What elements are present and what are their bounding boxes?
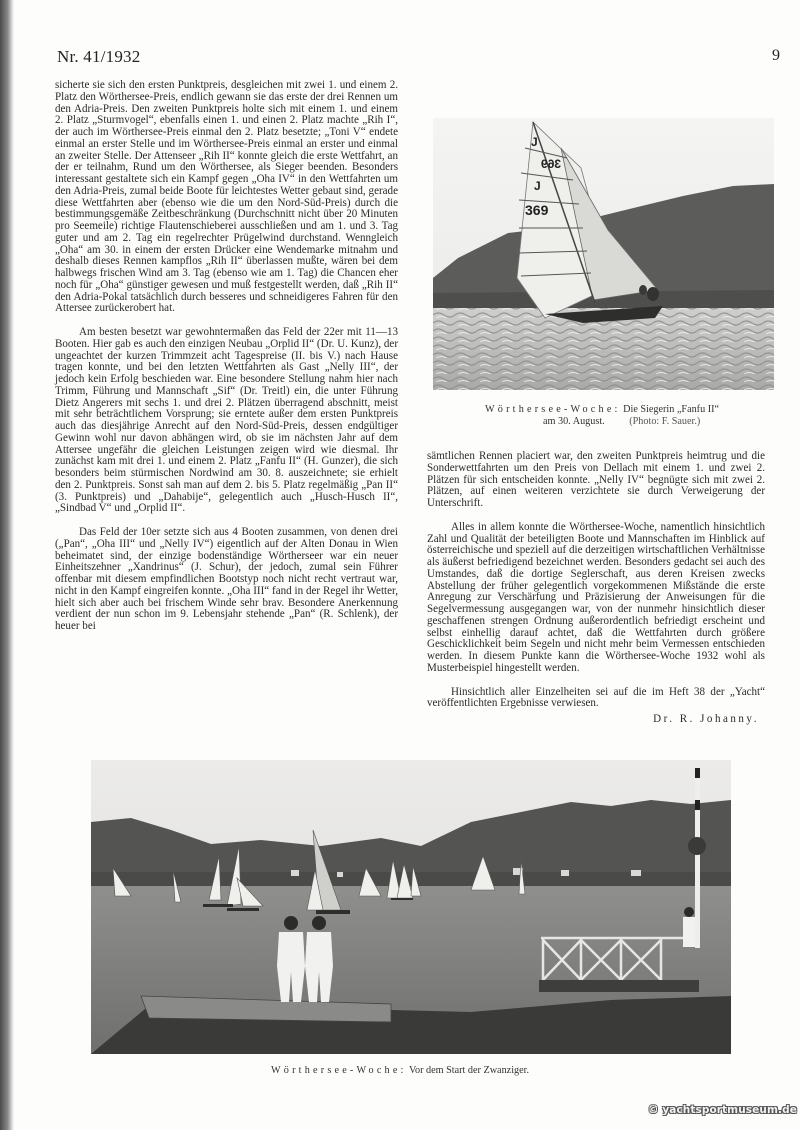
caption-text: Vor dem Start der Zwanziger. — [408, 1065, 530, 1076]
copyright-watermark: © yachtsportmuseum.de — [648, 1104, 797, 1116]
caption-text: Die Siegerin „Fanfu II“ — [623, 404, 720, 415]
caption-text: am 30. August. — [543, 416, 605, 427]
caption-event: Wörthersee-Woche: — [270, 1065, 407, 1076]
scan-spine-shadow — [0, 0, 14, 1130]
right-column — [427, 451, 765, 726]
top-photo-caption — [433, 404, 771, 428]
paragraph: sicherte sie sich den ersten Punktpreis, desgleichen mit zwei 1. und einem 2. Platz den Wörthersee-Preis, endlich gewann sie das erste der drei Rennen um den Adria-Preis. Den zweiten Punktpreis holte sich mit einem 1. und einem 2. Platz „Sturmvogel“, ebenfalls einen 1. und einen 2. Platz machte „Rih I“, der auch im Wörthersee-Preis einmal den 2. Platz besetzte; „Toni V“ endete einmal an erster Stelle und im Wörthersee-Preis einmal an erster und einmal an zweiter Stelle. Der Attenseer „Rih II“ konnte gleich die erste Wettfahrt, an der er teilnahm, Rund um den Wörthersee, als Sieger beenden. Besonders interessant gestaltete sich ein Kampf gegen „Oha IV“ in den Wettfahrten um den Adria-Preis, zumal beide Boote für leichtestes Wetter gebaut sind, gerade diese Wettfahrten aber (ebenso wie die um den Nord-Süd-Preis) durch die bestimmungsgemäße Zeitbeschränkung (Durchschnitt nicht über 20 Minuten pro Seemeile) richtige Flautenschieberei ausschließen und am 1. und 3. Tag guter und am 2. Tag ein regelrechter Prügelwind durchstand. Wenngleich „Oha“ am 30. in einem der ersten Drücker eine Wendemarke mitnahm und deshalb dieses Rennen kampflos „Rih II“ überlassen mußte, wären bei dem halbwegs frischen Wind am 3. Tag (ebenso wie am 1. Tag) die Chancen eher noch für „Oha“ günstiger gewesen und muß festgestellt werden, daß „Rih II“ den Adria-Pokal tatsächlich durch besseres und schneidigeres Fahren für den Attersee zurückerobert hat. — [55, 79, 398, 315]
caption-event: Wörthersee-Woche: — [484, 404, 621, 415]
svg-text:369: 369 — [540, 157, 561, 171]
author-signature: Dr. R. Johanny. — [653, 713, 759, 725]
page-number: 9 — [772, 47, 780, 64]
svg-text:J: J — [534, 179, 541, 193]
photo-credit: (Photo: F. Sauer.) — [629, 416, 701, 427]
issue-number: Nr. 41/1932 — [57, 47, 141, 66]
paragraph: Das Feld der 10er setzte sich aus 4 Booten zusammen, von denen drei („Pan“, „Oha III“ und „Nelly IV“) eigentlich auf der Alten Donau in Wien beheimatet sind, der einzige bodenständige Wörtherseer war ein neuer Einheitszehner „Xandrinus“ (J. Schur), der jedoch, zumal sein Führer offenbar mit diesem empfindlichen Bootstyp noch nicht recht vertraut war, nicht in den Kampf eingreifen konnte. „Oha III“ fand in der Regel ihr Wetter, hielt sich aber auch bei frischem Winde sehr brav. Besondere Anerkennung verdient der nun schon im 9. Lebensjahr stehende „Pan“ (R. Schlenk), der heuer bei — [55, 526, 398, 632]
svg-text:J: J — [531, 135, 538, 149]
svg-text:369: 369 — [525, 202, 549, 218]
left-column — [55, 80, 398, 633]
paragraph: Am besten besetzt war gewohntermaßen das Feld der 22er mit 11—13 Booten. Hier gab es auch den einzigen Neubau „Orplid II“ (Dr. U. Kunz), der ungeachtet der kurzen Trimmzeit acht Tagespreise (II. bis V.) nach Hause tragen konnte, und bei den letzten Wettfahrten als Gast „Nelly III“, der jedoch kein Erfolg beschieden war. Eine besondere Stellung nahm hier nach Trimm, Führung und Mannschaft „Sif“ (Dr. Treitl) ein, die unter Führung Dietz Angerers mit sechs 1. und drei 2. Plätzen überragend abschnitt, meist mit sehr beträchtlichem Vorsprung; sie erntete außer dem ersten Punktpreis auch das diesjährige Anrecht auf den Nord-Süd-Preis, dessen endgültiger Gewinn wohl nur davon abhängen wird, ob sie im nächsten Jahr auf dem Attersee ungefähr die gleichen Leistungen zeigen wird wie diesmal. Ihr zunächst kam mit drei 1. und einem 2. Platz „Fanfu II“ (H. Gunzer), die sich besonders beim stürmischen Nordwind am 30. 8. auszeichnete; sie erhielt den 2. Punktpreis. Sonst sah man auf dem 2. bis 5. Platz regelmäßig „Pan II“ (3. Punktpreis) und „Dahabije“, gelegentlich auch „Husch-Husch II“, „Sindbad V“ und „Orplid II“. — [55, 326, 398, 515]
photo-fanfu-ii — [433, 118, 774, 390]
bottom-photo-caption — [0, 1065, 800, 1076]
paragraph: Hinsichtlich aller Einzelheiten sei auf die im Heft 38 der „Yacht“ veröffentlichten Ergebnisse verwiesen. — [427, 685, 765, 710]
paragraph: Alles in allem konnte die Wörthersee-Woche, namentlich hinsichtlich Zahl und Qualität der beteiligten Boote und Mannschaften im Hinblick auf österreichische und speziell auf die derzeitigen wirtschaftlichen Verhältnisse als äußerst befriedigend bezeichnet werden. Besonders gedacht sei auch des Umstandes, daß die dortige Seglerschaft, aus deren Kreisen zwecks Abstellung der früher gelegentlich vorgekommenen Mißstände die erste Anregung zur Verschärfung und Präzisierung der Anweisungen für die Segelvermessung ausgegangen war, von der nunmehr hinsichtlich dieser geschaffenen strengen Ordnung außerordentlich befriedigt erscheint und selbst einhellig darauf achtet, daß die Wettfahrten durch größere Geschicklichkeit beim Segeln und nicht mehr beim Vermessen entschieden werden. In diesem Punkte kann die Wörthersee-Woche 1932 wohl als Musterbeispiel hingestellt werden. — [427, 520, 765, 674]
paragraph: sämtlichen Rennen placiert war, den zweiten Punktpreis heimtrug und die Sonderwettfahrten um den Preis von Dellach mit einem 1. und zwei 2. Plätzen für sich entscheiden konnte. „Nelly IV“ begnügte sich mit zwei 2. Plätzen, auf einen weiteren verzichtete sie durch Verweigerung der Unterschrift. — [427, 450, 765, 509]
photo-before-start — [91, 760, 731, 1054]
